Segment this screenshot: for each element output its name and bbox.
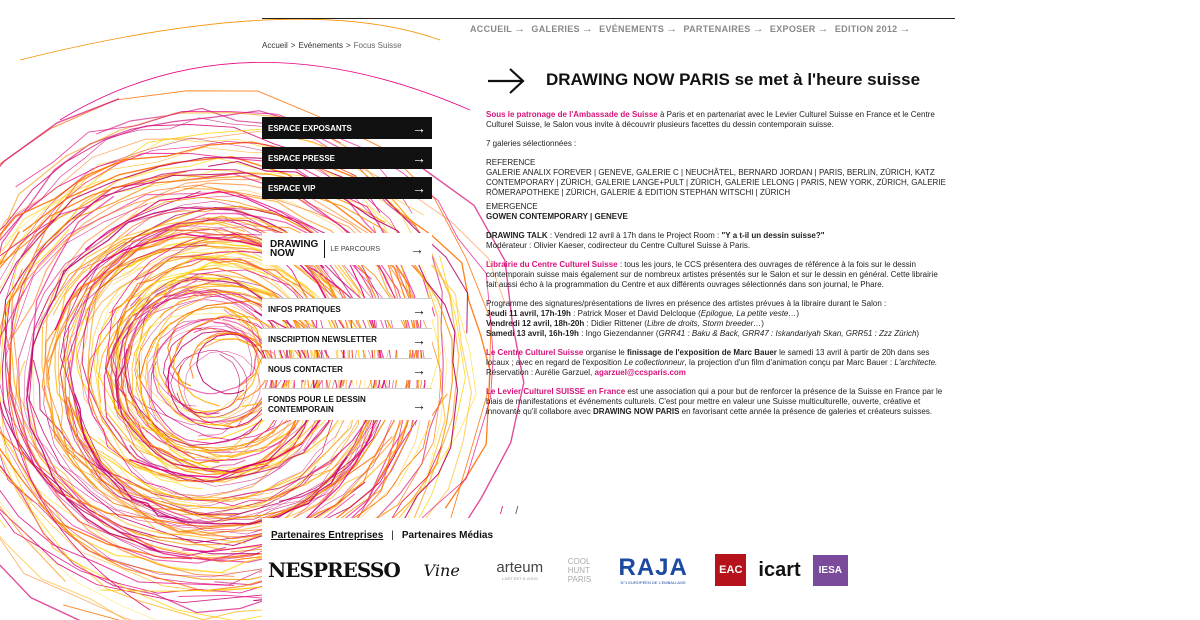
ccs-film: L'architecte. xyxy=(894,358,938,367)
eac-wordmark: EAC xyxy=(715,554,746,586)
arrow-right-icon: → xyxy=(666,23,678,35)
signature-date: Samedi 13 avril, 16h-19h xyxy=(486,329,579,338)
button-label: INSCRIPTION NEWSLETTER xyxy=(268,335,377,344)
nespresso-wordmark: NESPRESSO xyxy=(268,558,400,582)
breadcrumb xyxy=(262,41,402,50)
icart-logo[interactable] xyxy=(758,553,800,587)
emergence-galleries: GOWEN CONTEMPORARY | GENEVE xyxy=(486,212,628,221)
signature-end: ) xyxy=(796,309,800,318)
top-rule xyxy=(262,18,955,19)
raja-tagline: N°1 EUROPÉEN DE L'EMBALLAGE xyxy=(620,579,686,585)
levier-text: en favorisant cette année la présence de galeries et créateurs suisses. xyxy=(679,407,933,416)
espace-exposants-button[interactable] xyxy=(262,117,432,139)
icart-wordmark: icart xyxy=(758,558,801,581)
nav-label: EDITION 2012 xyxy=(834,24,898,34)
drawing-now-logo xyxy=(270,240,325,258)
arrow-right-icon: → xyxy=(412,180,426,196)
button-label: NOUS CONTACTER xyxy=(268,365,343,374)
nav-item-5[interactable] xyxy=(835,23,911,35)
reservation-email-link[interactable]: agarzuel@ccsparis.com xyxy=(594,368,686,377)
partner-logos xyxy=(268,552,848,588)
parcours-label: LE PARCOURS xyxy=(330,245,381,253)
levier-text: est une association qui a pour but de renforcer la présence de la Suisse en France par le biais de manifestations et événements culturels. C'est pour mettre en valeur une Suisse multiculturelle, ouverte, créative et innovante qu'il collabore avec xyxy=(486,387,943,416)
ccs-finissage: finissage de l'exposition de Marc Bauer xyxy=(626,348,777,357)
button-label: ESPACE EXPOSANTS xyxy=(268,123,352,133)
arrow-right-icon: → xyxy=(412,120,426,136)
title-arrow-icon xyxy=(486,66,526,101)
breadcrumb-current: Focus Suisse xyxy=(353,41,402,50)
page-title: DRAWING NOW PARIS se met à l'heure suisse xyxy=(546,70,921,89)
arteum-logo[interactable] xyxy=(484,553,556,587)
arrow-right-icon: → xyxy=(412,150,426,166)
breadcrumb-home[interactable]: Accueil xyxy=(262,41,288,50)
signature-date: Vendredi 12 avril, 18h-20h xyxy=(486,319,585,328)
arrow-right-icon: → xyxy=(412,361,426,378)
tab-divider: | xyxy=(391,530,394,541)
arrow-right-icon: → xyxy=(752,23,764,35)
programme-intro: Programme des signatures/présentations de livres en présence des artistes prévues à la libraire durant le Salon : xyxy=(486,299,887,308)
talk-text: : Vendredi 12 avril à 17h dans le Project Room : xyxy=(547,231,722,240)
scribble-sweep xyxy=(20,19,440,60)
nespresso-logo[interactable] xyxy=(268,553,400,587)
nav-label: EVÉNEMENTS xyxy=(599,24,665,34)
coolhunt-line: HUNT xyxy=(567,565,590,575)
ccs-link[interactable]: Le Centre Culturel Suisse xyxy=(486,348,584,357)
ambassade-link[interactable]: Sous le patronage de l'Ambassade de Suisse xyxy=(486,110,658,119)
ccs-text: le samedi 13 avril à partir de 20h dans ses locaux ; avec en regard de l'exposition xyxy=(486,348,930,367)
arrow-right-icon: → xyxy=(412,396,426,413)
coolhunt-line: COOL xyxy=(567,556,591,566)
nav-label: GALERIES xyxy=(531,24,580,34)
breadcrumb-separator: > xyxy=(290,41,296,50)
signature-works: Epilogue, La petite veste… xyxy=(700,309,797,318)
logo-line: NOW xyxy=(270,248,295,259)
intro-text: à Paris et en partenariat avec le Levier Culturel Suisse en France et le Centre Culturel Suisse, le Salon vous invite à découvrir plusieurs facettes du dessin contemporain suisse. xyxy=(486,110,935,129)
tab-partenaires-medias[interactable]: Partenaires Médias xyxy=(401,530,494,541)
tab-partenaires-entreprises[interactable]: Partenaires Entreprises xyxy=(271,530,384,541)
signature-date: Jeudi 11 avril, 17h-19h xyxy=(486,309,571,318)
arrow-right-icon: → xyxy=(817,23,829,35)
levier-paragraph xyxy=(486,387,946,417)
arrow-right-icon: → xyxy=(412,331,426,348)
nav-item-3[interactable] xyxy=(683,23,763,35)
arrow-right-icon: → xyxy=(410,241,424,257)
nav-label: PARTENAIRES xyxy=(683,24,751,34)
reservation-text: Réservation : Aurélie Garzuel, xyxy=(486,368,595,377)
galleries-count: 7 galeries sélectionnées : xyxy=(486,139,577,148)
vine-wordmark: Vine xyxy=(423,560,460,580)
talk-moderator: Modérateur : Olivier Kaeser, codirecteur du Centre Culturel Suisse à Paris. xyxy=(486,241,751,250)
button-label: ESPACE VIP xyxy=(268,183,316,193)
arrow-right-icon: → xyxy=(514,23,526,35)
logo-line: DRAWING xyxy=(270,239,319,250)
signature-text: : Patrick Moser et David Delcloque ( xyxy=(570,309,701,318)
ccs-exhibition: Le collectionneur xyxy=(624,358,685,367)
nav-item-0[interactable] xyxy=(470,23,525,35)
decorative-slashes: / / xyxy=(500,505,519,517)
iesa-logo[interactable] xyxy=(813,553,848,587)
nav-item-2[interactable] xyxy=(599,23,677,35)
signatures-paragraph xyxy=(486,299,946,339)
breadcrumb-events[interactable]: Evénements xyxy=(298,41,343,50)
newsletter-button[interactable] xyxy=(262,328,432,350)
reference-block xyxy=(486,158,946,198)
ccs-text: organise le xyxy=(583,348,627,357)
eac-logo[interactable] xyxy=(715,553,746,587)
espace-vip-button[interactable] xyxy=(262,177,432,199)
button-label: FONDS POUR LE DESSIN CONTEMPORAIN xyxy=(268,394,366,414)
raja-logo[interactable] xyxy=(603,553,703,587)
levier-link[interactable]: Le Levier Culturel SUISSE en France xyxy=(486,387,626,396)
librairie-text: : tous les jours, le CCS présentera des ouvrages de référence à la fois sur le dessin contemporain suisse mais également sur de nombreux artistes présentés sur le Salon et sur le dessin en général. Cette librairie fait aussi écho à la programmation du Centre et aux différents ouvrages sélectionnés dans son journal, le Phare. xyxy=(486,260,938,289)
talk-paragraph xyxy=(486,231,946,251)
signature-text: : Didier Rittener ( xyxy=(584,319,647,328)
fonds-dessin-button[interactable] xyxy=(262,388,432,420)
signature-end: ) xyxy=(916,329,920,338)
talk-label: DRAWING TALK xyxy=(486,231,548,240)
signature-text: : Ingo Giezendanner ( xyxy=(578,329,659,338)
arrow-right-icon: → xyxy=(899,23,911,35)
contact-button[interactable] xyxy=(262,358,432,380)
arteum-tagline: L'ART EST À VOUS xyxy=(501,576,538,581)
signature-works: GRR41 : Baku & Back, GRR47 : Iskandariyah Skan, GRR51 : Zzz Zürich xyxy=(658,329,917,338)
parcours-link[interactable] xyxy=(262,233,432,265)
ccs-paragraph xyxy=(486,348,946,378)
breadcrumb-separator: > xyxy=(345,41,351,50)
librairie-paragraph xyxy=(486,260,946,290)
nav-item-4[interactable] xyxy=(770,23,829,35)
espace-presse-button[interactable] xyxy=(262,147,432,169)
arteum-wordmark: arteum xyxy=(496,559,544,576)
emergence-label: EMERGENCE xyxy=(486,202,538,211)
coolhunt-line: PARIS xyxy=(567,574,592,584)
button-label: ESPACE PRESSE xyxy=(268,153,335,163)
talk-quote: "Y a t-il un dessin suisse?" xyxy=(721,231,825,240)
partners-tabs xyxy=(271,530,493,541)
levier-drawing-now: DRAWING NOW PARIS xyxy=(592,407,680,416)
scribble-sweep xyxy=(60,62,470,120)
nav-item-1[interactable] xyxy=(531,23,593,35)
reference-galleries: GALERIE ANALIX FOREVER | GENEVE, GALERIE C | NEUCHÂTEL, BERNARD JORDAN | PARIS, BERLIN, ZÜRICH, KATZ CONTEMPORARY | ZÜRICH, GALERIE LANGE+PULT | ZÜRICH, GALERIE LELONG | PARIS, NEW YORK, ZÜRICH, GALERIE RÖMERAPOTHEKE | ZÜRICH, GALERIE & EDITION STEPHAN WITSCHI | ZÜRICH xyxy=(486,168,946,197)
button-label: INFOS PRATIQUES xyxy=(268,305,341,314)
librairie-link[interactable]: Librairie du Centre Culturel Suisse xyxy=(486,260,618,269)
nav-label: EXPOSER xyxy=(769,24,816,34)
intro-paragraph xyxy=(486,110,946,130)
infos-pratiques-button[interactable] xyxy=(262,298,432,320)
article-body xyxy=(486,110,946,426)
nav-label: ACCUEIL xyxy=(470,24,513,34)
reference-label: REFERENCE xyxy=(486,158,536,167)
raja-wordmark: RAJA xyxy=(618,553,688,581)
ccs-text: , la projection d'un film d'animation conçu par Marc Bauer : xyxy=(684,358,895,367)
signature-works: Libre de droits, Storm breeder… xyxy=(646,319,762,328)
arrow-right-icon: → xyxy=(581,23,594,35)
arrow-right-icon: → xyxy=(412,301,426,318)
coolhunt-logo[interactable] xyxy=(568,553,591,587)
emergence-block xyxy=(486,202,946,222)
iesa-wordmark: IESA xyxy=(813,555,848,586)
main-navigation xyxy=(470,23,911,35)
signature-end: ) xyxy=(761,319,764,328)
vine-logo[interactable] xyxy=(412,553,472,587)
